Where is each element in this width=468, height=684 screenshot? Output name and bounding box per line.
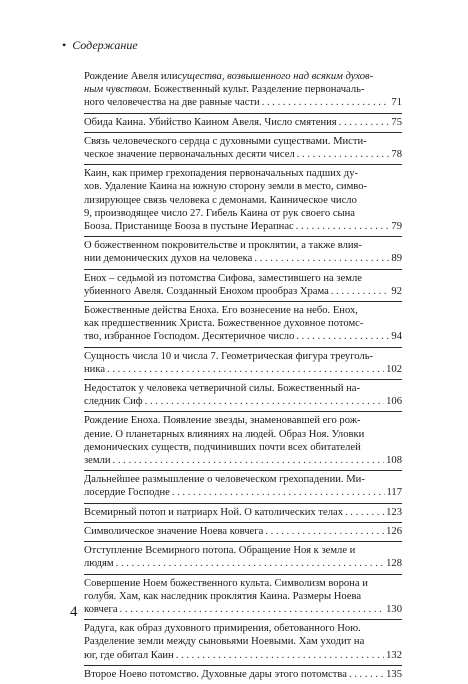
- dot-leader: [116, 557, 384, 570]
- toc-entry-line: [84, 272, 402, 285]
- toc-entry-line: [84, 194, 402, 207]
- toc-page-number: 78: [391, 149, 402, 161]
- toc-entry-text: Недостаток у человека четверичной силы. Божественный на-: [84, 383, 361, 395]
- toc-entry-line: [84, 577, 402, 590]
- toc-page-number: 94: [391, 331, 402, 343]
- toc-entry: [84, 164, 402, 236]
- dot-leader: [297, 148, 390, 161]
- toc-entry: [84, 236, 402, 268]
- toc-entry-text: Дальнейшее размышление о человеческом грехопадении. Ми-: [84, 474, 365, 486]
- toc-entry-line: [84, 395, 402, 408]
- toc-entry-text: ческое значение первоначальных десяти чисел: [84, 149, 295, 161]
- toc-entry-text: ковчега: [84, 603, 118, 615]
- toc-entry: [84, 503, 402, 522]
- toc-entry-text: Второе Ноево потомство. Духовные дары этого потомства: [84, 668, 347, 680]
- toc-entry-text: ным чувством: [84, 84, 149, 96]
- dot-leader: [145, 395, 384, 408]
- toc-entry-line: [84, 622, 402, 635]
- toc-entry-line: [84, 486, 402, 499]
- toc-entry-line: [84, 252, 402, 265]
- toc-entry-line: [84, 382, 402, 395]
- toc-entry-text: демонических существ, подчинивших почти всех обитателей: [84, 441, 361, 453]
- toc-entry-text: Всемирный потоп и патриарх Ной. О католических телах: [84, 506, 343, 518]
- toc-entry: [84, 541, 402, 573]
- dot-leader: [107, 363, 384, 376]
- toc-entry-line: [84, 603, 402, 616]
- toc-entry-text: Отступление Всемирного потопа. Обращение Ноя к земле и: [84, 545, 356, 557]
- toc-entry-text: Божественные действа Еноха. Его вознесение на небо. Енох,: [84, 305, 358, 317]
- toc-entry: [84, 301, 402, 347]
- toc-entry-text: лизирующее связь человека с демонами. Каиническое число: [84, 194, 357, 206]
- toc-entry: [84, 70, 402, 113]
- toc-entry-text: голубя. Хам, как наследник проклятия Каина. Размеры Ноева: [84, 590, 362, 602]
- toc-entry: [84, 522, 402, 541]
- toc-entry-text: Рождение Авеля или: [84, 71, 178, 82]
- toc-entry-line: [84, 525, 402, 538]
- toc-page-number: 75: [391, 116, 402, 128]
- toc-entry-text: убиенного Авеля. Созданный Енохом прообраз Храма: [84, 285, 329, 297]
- toc-page-number: 106: [386, 396, 402, 408]
- toc-entry-line: [84, 285, 402, 298]
- toc-entry-line: [84, 428, 402, 441]
- toc-entry: [84, 574, 402, 620]
- toc-entry-text: Радуга, как образ духовного примирения, обетованного Ною.: [84, 623, 361, 635]
- running-header: [62, 38, 138, 53]
- toc-entry-text: Связь человеческого сердца с духовными существами. Мисти-: [84, 135, 367, 147]
- toc-entry-line: [84, 167, 402, 180]
- dot-leader: [172, 486, 385, 499]
- toc-entry-text: . Божественный культ. Разделение первоначаль-: [148, 84, 365, 96]
- toc-entry-text: Символическое значение Ноева ковчега: [84, 525, 264, 537]
- dot-leader: [349, 668, 384, 681]
- toc-entry-text: Разделение земли между сыновьями Ноевыми. Хам уходит на: [84, 636, 365, 648]
- toc-page-number: 79: [391, 221, 402, 233]
- toc-entry-line: [84, 207, 402, 220]
- toc-entry-line: [84, 590, 402, 603]
- dot-leader: [113, 454, 385, 467]
- toc-entry-text: Каин, как пример грехопадения первоначальных падших ду-: [84, 168, 359, 180]
- toc-entry-line: [84, 317, 402, 330]
- toc-entry-line: [84, 70, 402, 83]
- toc-entry: [84, 470, 402, 502]
- toc-entry-line: [84, 135, 402, 148]
- toc-entry-text: Бооза. Пристанище Бооза в пустыне Иерапнас: [84, 221, 294, 233]
- toc-entry: [84, 411, 402, 470]
- toc-entry-line: [84, 441, 402, 454]
- toc-entry-line: [84, 239, 402, 252]
- toc-page-number: 108: [386, 455, 402, 467]
- header-title: Содержание: [72, 38, 138, 52]
- toc-entry-text: людям: [84, 558, 114, 570]
- toc-entry-text: О божественном покровительстве и проклятии, а также влия-: [84, 240, 362, 252]
- toc-page-number: 123: [386, 506, 402, 518]
- dot-leader: [331, 285, 390, 298]
- toc-entry-line: [84, 557, 402, 570]
- toc-entry: [84, 619, 402, 665]
- toc-entry: [84, 132, 402, 164]
- toc-entry-line: [84, 83, 402, 96]
- toc-entry: [84, 665, 402, 684]
- toc-entry-text: нии демонических духов на человека: [84, 253, 253, 265]
- toc-entry-line: [84, 96, 402, 109]
- toc-page-number: 92: [391, 285, 402, 297]
- toc-entry-text: земли: [84, 455, 111, 467]
- toc-entry-line: [84, 414, 402, 427]
- toc-entry-text: Рождение Еноха. Появление звезды, знаменовавшей его рож-: [84, 415, 361, 427]
- toc-entry-line: [84, 330, 402, 343]
- toc-entry-line: [84, 363, 402, 376]
- dot-leader: [345, 506, 384, 519]
- dot-leader: [120, 603, 385, 616]
- toc-page-number: 135: [386, 668, 402, 680]
- toc-page-number: 130: [386, 603, 402, 615]
- toc-entry-text: ника: [84, 363, 106, 375]
- toc-entry-line: [84, 506, 402, 519]
- toc-entry-text: Енох – седьмой из потомства Сифова, заместившего на земле: [84, 272, 362, 284]
- toc-entry-text: лосердие Господне: [84, 487, 170, 499]
- page-number: 4: [70, 604, 78, 620]
- toc-entry-line: [84, 220, 402, 233]
- toc-entry-line: [84, 668, 402, 681]
- toc-entry-text: юг, где обитал Каин: [84, 649, 174, 661]
- toc-entry-text: Сущность числа 10 и числа 7. Геометрическая фигура треуголь-: [84, 350, 374, 362]
- toc-entry-line: [84, 649, 402, 662]
- toc-entry-text: Обида Каина. Убийство Каином Авеля. Число смятения: [84, 116, 337, 128]
- dot-leader: [254, 252, 389, 265]
- toc-page-number: 102: [386, 363, 402, 375]
- toc-page-number: 126: [386, 525, 402, 537]
- toc-page-number: 128: [386, 558, 402, 570]
- dot-leader: [296, 330, 389, 343]
- table-of-contents: [84, 70, 402, 684]
- dot-leader: [265, 525, 384, 538]
- toc-entry: [84, 113, 402, 132]
- toc-entry-line: [84, 350, 402, 363]
- toc-entry-line: [84, 148, 402, 161]
- toc-entry-text: как предшественник Христа. Божественное духовное потомс-: [84, 318, 364, 330]
- toc-entry-text: ного человечества на две равные части: [84, 97, 260, 109]
- toc-entry-text: 9, производящее число 27. Гибель Каина от рук своего сына: [84, 207, 356, 219]
- dot-leader: [262, 96, 390, 109]
- toc-entry-line: [84, 544, 402, 557]
- toc-entry-text: тво, избранное Господом. Десятеричное число: [84, 331, 295, 343]
- dot-leader: [176, 649, 384, 662]
- toc-entry-line: [84, 304, 402, 317]
- toc-entry: [84, 269, 402, 301]
- dot-leader: [296, 220, 390, 233]
- toc-page-number: 117: [386, 487, 402, 499]
- dot-leader: [339, 116, 390, 129]
- toc-entry-line: [84, 635, 402, 648]
- toc-entry: [84, 347, 402, 379]
- toc-entry-line: [84, 116, 402, 129]
- toc-entry-text: дение. О планетарных влияниях на людей. Образ Ноя. Уловки: [84, 428, 365, 440]
- toc-page-number: 89: [391, 253, 402, 265]
- toc-entry: [84, 379, 402, 411]
- toc-entry-line: [84, 180, 402, 193]
- toc-entry-text: следник Сиф: [84, 396, 143, 408]
- toc-page-number: 71: [391, 97, 402, 109]
- header-bullet: •: [62, 38, 67, 52]
- toc-entry-text: Совершение Ноем божественного культа. Символизм ворона и: [84, 577, 368, 589]
- toc-entry-line: [84, 473, 402, 486]
- toc-entry-text: существа, возвышенного над всяким духов-: [177, 71, 374, 82]
- toc-entry-text: хов. Удаление Каина на южную сторону земли в место, симво-: [84, 181, 368, 193]
- toc-page-number: 132: [386, 649, 402, 661]
- toc-entry-line: [84, 454, 402, 467]
